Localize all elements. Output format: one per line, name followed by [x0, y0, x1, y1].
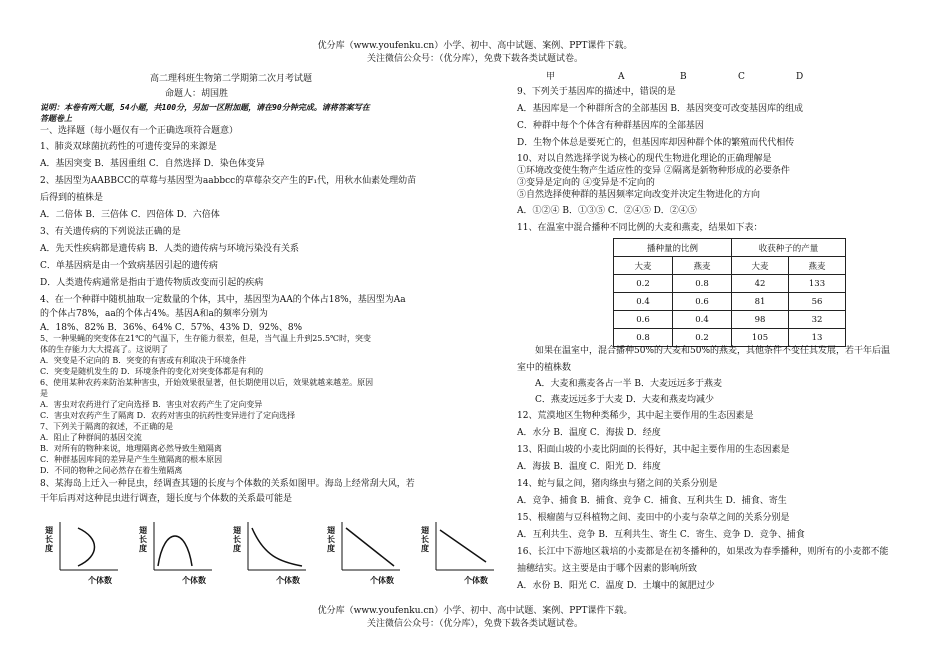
graph-a-plot	[152, 522, 212, 572]
question-line: A．水分 B．温度 C．海拔 D．经度	[517, 428, 661, 438]
question-line: ①环境改变使生物产生适应性的变异 ②隔离是新物种形成的必要条件	[517, 166, 790, 176]
graph-x-label: 个体数	[182, 575, 206, 585]
header-line-1: 优分库（www.youfenku.cn）小学、初中、高中试题、案例、PPT课件下载。	[317, 41, 633, 51]
table-cell: 133	[789, 275, 846, 293]
question-line: D．生物个体总是要死亡的，但基因库却因种群个体的繁殖而代代相传	[517, 138, 795, 148]
graph-d-line	[440, 530, 486, 562]
question-line: A．18%、82% B．36%、64% C．57%、43% D．92%、8%	[40, 323, 303, 333]
table-cell: 32	[789, 311, 846, 329]
graph-y-label: 翅长度	[421, 525, 429, 553]
graph-letter-b: B	[680, 72, 687, 82]
table-cell: 105	[732, 329, 789, 347]
question-line: A．水份 B．阳光 C．温度 D．土壤中的氮肥过少	[517, 581, 715, 591]
graph-x-label: 个体数	[88, 575, 112, 585]
table-col-header: 燕麦	[789, 257, 846, 275]
question-line: A．突变是不定向的 B．突变的有害或有利取决于环境条件	[40, 356, 247, 365]
graph-letter-d: D	[796, 72, 804, 82]
question-line: A．害虫对农药进行了定向选择 B．害虫对农药产生了定向变异	[40, 400, 263, 409]
graph-a-curve	[158, 536, 192, 566]
question-line: 体的生存能力大大提高了。这说明了	[40, 345, 168, 354]
yield-table	[613, 238, 846, 347]
graph-letter-jia: 甲	[546, 72, 556, 82]
table-row	[614, 275, 846, 293]
question-line: 8、某海岛上迁入一种昆虫，经调查其翅的长度与个体数的关系如图甲。海岛上经常刮大风，若	[40, 479, 415, 489]
graph-jia-curve	[78, 528, 95, 566]
question-line: 3、有关遗传病的下列说法正确的是	[40, 227, 181, 237]
graph-jia-plot	[58, 522, 118, 572]
question-line: A．基因库是一个种群所含的全部基因 B．基因突变可改变基因库的组成	[517, 104, 803, 114]
question-line: 1、肺炎双球菌抗药性的可遗传变异的来源是	[40, 142, 217, 152]
question-line: B．对所有的物种来说，地理隔离必然导致生殖隔离	[40, 444, 222, 453]
question-line: D．不同的物种之间必然存在着生殖隔离	[40, 466, 183, 475]
table-cell: 56	[789, 293, 846, 311]
question-line: 室中的植株数	[517, 363, 572, 373]
question-line: A．二倍体 B．三倍体 C．四倍体 D．六倍体	[40, 210, 220, 220]
table-cell: 98	[732, 311, 789, 329]
question-line: 2、基因型为AABBCC的草莓与基因型为aabbcc的草莓杂交产生的F₁代，用秋水仙素处理幼苗	[40, 176, 417, 186]
question-line: 抽穗结实。这主要是由于哪个因素的影响所致	[517, 564, 698, 574]
graph-letter-a: A	[618, 72, 625, 82]
exam-title: 高二理科班生物第二学期第二次月考试题	[150, 74, 313, 84]
table-cell: 0.6	[614, 311, 673, 329]
graph-b-plot	[246, 522, 306, 572]
question-line: A．大麦和燕麦各占一半 B．大麦远远多于燕麦	[535, 379, 722, 389]
table-cell: 0.6	[673, 293, 732, 311]
section-heading: 一、选择题（每小题仅有一个正确选项符合题意）	[40, 126, 239, 136]
table-cell: 0.2	[673, 329, 732, 347]
question-line: A．基因突变 B．基因重组 C．自然选择 D．染色体变异	[40, 159, 265, 169]
graph-y-label: 翅长度	[327, 525, 335, 553]
question-line: C．种群基因库间的差异是产生生殖隔离的根本原因	[40, 455, 223, 464]
question-line: A．先天性疾病都是遗传病 B．人类的遗传病与环境污染没有关系	[40, 244, 299, 254]
graph-letter-c: C	[738, 72, 745, 82]
table-cell: 0.8	[673, 275, 732, 293]
question-line: 10、对以自然选择学说为核心的现代生物进化理论的正确理解是	[517, 154, 772, 164]
question-line: A．竞争、捕食 B．捕食、竞争 C．捕食、互利共生 D．捕食、寄生	[517, 496, 787, 506]
table-cell: 81	[732, 293, 789, 311]
footer-line-1: 优分库（www.youfenku.cn）小学、初中、高中试题、案例、PPT课件下载。	[317, 606, 633, 616]
table-cell: 0.4	[614, 293, 673, 311]
graph-y-label: 翅长度	[139, 525, 147, 553]
question-line: C．种群中每个个体含有种群基因库的全部基因	[517, 121, 704, 131]
question-line: D．人类遗传病通常是指由于遗传物质改变而引起的疾病	[40, 278, 264, 288]
table-col-header: 燕麦	[673, 257, 732, 275]
table-group-header: 收获种子的产量	[732, 239, 846, 257]
question-line: A．①②④ B．①③⑤ C．②④⑤ D．②④⑤	[517, 206, 697, 216]
table-cell: 13	[789, 329, 846, 347]
exam-note-line-1: 说明：本卷有两大题，54小题，共100分，另加一区附加题，请在90分钟完成。请将答案写在	[40, 103, 370, 112]
question-line: A．海拔 B．温度 C．阳光 D．纬度	[517, 462, 661, 472]
footer-line-2: 关注微信公众号：（优分库），免费下载各类试题试卷。	[366, 619, 583, 629]
question-line: 7、下列关于隔离的叙述，不正确的是	[40, 422, 174, 431]
question-line: 9、下列关于基因库的描述中，错误的是	[517, 87, 676, 97]
question-line: 6、使用某种农药来防治某种害虫，开始效果很显著，但长期使用以后，效果就越来越差。原因	[40, 378, 374, 387]
question-line: 15、根瘤菌与豆科植物之间、麦田中的小麦与杂草之间的关系分别是	[517, 513, 790, 523]
question-line: C．燕麦远远多于大麦 D．大麦和燕麦均减少	[535, 395, 714, 405]
question-line: 的个体占78%，aa的个体占4%。基因A和a的频率分别为	[40, 309, 268, 319]
graph-x-label: 个体数	[370, 575, 394, 585]
graph-y-label: 翅长度	[233, 525, 241, 553]
graph-x-label: 个体数	[464, 575, 488, 585]
question-line: 13、阳面山坡的小麦比阴面的长得好，其中起主要作用的生态因素是	[517, 445, 790, 455]
table-row	[614, 311, 846, 329]
question-line: C．突变是随机发生的 D．环境条件的变化对突变体都是有利的	[40, 367, 264, 376]
table-cell: 0.8	[614, 329, 673, 347]
question-line: 16、长江中下游地区栽培的小麦都是在初冬播种的，如果改为春季播种，则所有的小麦都不能	[517, 547, 889, 557]
question-line: 干年后再对这种昆虫进行调查，翅长度与个体数的关系最可能是	[40, 494, 293, 504]
question-line: 是	[40, 389, 48, 398]
table-row	[614, 329, 846, 347]
exam-note-line-2: 答题卷上	[40, 114, 72, 123]
question-line: A．阻止了种群间的基因交流	[40, 433, 142, 442]
question-line: 5、一种果蝇的突变体在21℃的气温下，生存能力很差，但是，当气温上升到25.5℃时，突变	[40, 334, 371, 343]
question-line: 4、在一个种群中随机抽取一定数量的个体，其中，基因型为AA的个体占18%，基因型为Aa	[40, 295, 406, 305]
table-cell: 0.4	[673, 311, 732, 329]
exam-author: 命题人：胡国胜	[165, 89, 229, 99]
table-group-header: 播种量的比例	[614, 239, 732, 257]
question-line: 14、蛇与鼠之间，猪肉绦虫与猪之间的关系分别是	[517, 479, 718, 489]
graph-c-line	[346, 528, 394, 566]
graph-d-plot	[434, 522, 494, 572]
table-cell: 0.2	[614, 275, 673, 293]
question-line: 11、在温室中混合播种不同比例的大麦和燕麦，结果如下表：	[517, 223, 763, 233]
graph-c-plot	[340, 522, 400, 572]
table-row	[614, 293, 846, 311]
table-col-header: 大麦	[614, 257, 673, 275]
question-line: ③变异是定向的 ④变异是不定向的	[517, 178, 655, 188]
question-line: 后得到的植株是	[40, 193, 104, 203]
question-line: 12、荒漠地区生物种类稀少，其中起主要作用的生态因素是	[517, 411, 754, 421]
graph-b-curve	[252, 528, 302, 566]
question-line: 如果在温室中，混合播种50%的大麦和50%的燕麦，其他条件不变任其发展，若干年后温	[535, 346, 891, 356]
question-line: C．单基因病是由一个致病基因引起的遗传病	[40, 261, 218, 271]
graph-y-label: 翅长度	[45, 525, 53, 553]
table-cell: 42	[732, 275, 789, 293]
header-line-2: 关注微信公众号：（优分库），免费下载各类试题试卷。	[366, 54, 583, 64]
question-line: A．互利共生、竞争 B．互利共生、寄生 C．寄生、竞争 D．竞争、捕食	[517, 530, 805, 540]
table-col-header: 大麦	[732, 257, 789, 275]
question-line: ⑤自然选择使种群的基因频率定向改变并决定生物进化的方向	[517, 190, 761, 200]
graph-x-label: 个体数	[276, 575, 300, 585]
question-line: C．害虫对农药产生了隔离 D．农药对害虫的抗药性变异进行了定向选择	[40, 411, 296, 420]
